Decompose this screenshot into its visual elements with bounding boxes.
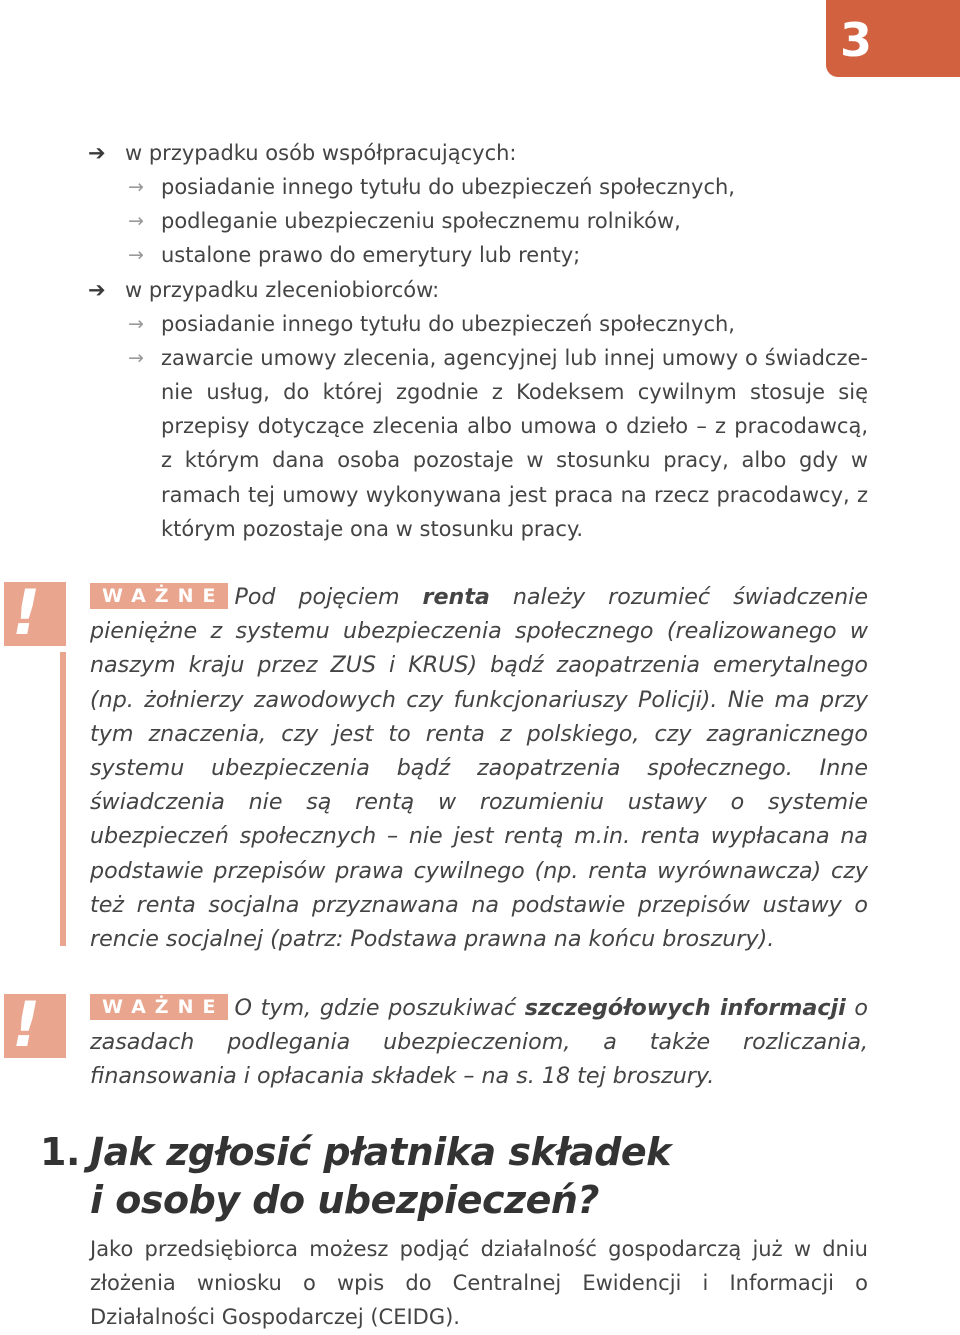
sub-list-text: ustalone prawo do emerytury lub renty; [161,243,581,268]
sub-list-item [88,341,868,546]
warning-text: WAŻNE Pod pojęciem renta należy rozumieć świadczenie pieniężne z systemu ubezpieczenia społecznego (realizowanego w naszym kraju przez ZUS i KRUS) bądź zaopatrzenia emerytalnego (np. żołnierzy zawodowych czy funkcjonariuszy Policji). Nie ma przy tym znaczenia, czy jest to renta z polskiego, czy zagranicznego systemu ubezpieczenia bądź zaopatrzenia społecznego. Inne świadczenia nie są rentą w rozumieniu ustawy o systemie ubezpieczeń społecznych – nie jest rentą m.in. renta wypłacana na podstawie przepisów prawa cywilnego (np. renta wyrównawcza) czy też renta socjalna przyznawana na podstawie przepisów ustawy o rencie socjalnej (patrz: Podstawa prawna na końcu broszury). [90,584,868,953]
page-number: 3 [840,13,873,67]
eligibility-lists [88,136,868,546]
warning-note-renta [90,580,868,956]
sub-list-item [88,238,868,272]
sub-list-item [88,307,868,341]
sub-list-text: posiadanie innego tytułu do ubezpieczeń społecznych, [161,311,735,336]
wazne-badge: WAŻNE [90,994,228,1020]
arrow-sub-bullet-icon: → [128,346,144,369]
section-title: Jak zgłosić płatnika składek i osoby do ubezpieczeń? [90,1130,671,1222]
warning-text: WAŻNE O tym, gdzie poszukiwać szczegółowych informacji o zasadach podlegania ubezpieczeniom, a także rozliczania, finansowania i opłacania składek – na s. 18 tej broszury. [90,995,869,1090]
list-label: w przypadku osób współpracujących: [125,141,517,165]
sub-list-text: posiadanie innego tytułu do ubezpieczeń społecznych, [161,175,735,199]
section-intro: Jako przedsiębiorca możesz podjąć działalność gospodarczą już w dniu złożenia wniosku o wpis do Centralnej Ewidencji i Informacji o Działalności Gospodarczej (CEIDG). [90,1237,868,1330]
arrow-sub-bullet-icon: → [128,210,144,233]
list-item [88,273,868,307]
arrow-bullet-icon: ➔ [88,141,106,165]
arrow-sub-bullet-icon: → [128,176,144,198]
sub-list-text: zawarcie umowy zlecenia, agencyjnej lub innej umowy o świadczenie usług, do której zgodnie z Kodeksem cywilnym stosuje się przepisy dotyczące zlecenia albo umowa o dzieło – z pracodawcą, z którym dana osoba pozostaje w stosunku pracy, albo gdy w ramach tej umowy wykonywana jest praca na rzecz pracodawcy, z którym pozostaje ona w stosunku pracy. [161,345,868,541]
arrow-sub-bullet-icon: → [128,312,144,335]
arrow-bullet-icon: ➔ [88,277,106,302]
exclamation-icon: ! [4,994,66,1058]
page-number-tab [826,0,960,77]
list-item [88,136,868,170]
warning-note-info [90,991,868,1094]
sub-list-item [88,170,868,204]
arrow-sub-bullet-icon: → [128,244,144,267]
bold-term: szczegółowych informacji [524,995,846,1021]
section-number: 1. [40,1130,80,1174]
bold-term: renta [422,584,490,610]
sub-list-text: podleganie ubezpieczeniu społecznemu rolników, [161,209,681,234]
list-label: w przypadku zleceniobiorców: [125,277,440,302]
sub-list-item [88,204,868,238]
warning-side-bar [60,652,66,946]
wazne-badge: WAŻNE [90,583,228,609]
exclamation-icon: ! [4,582,66,646]
